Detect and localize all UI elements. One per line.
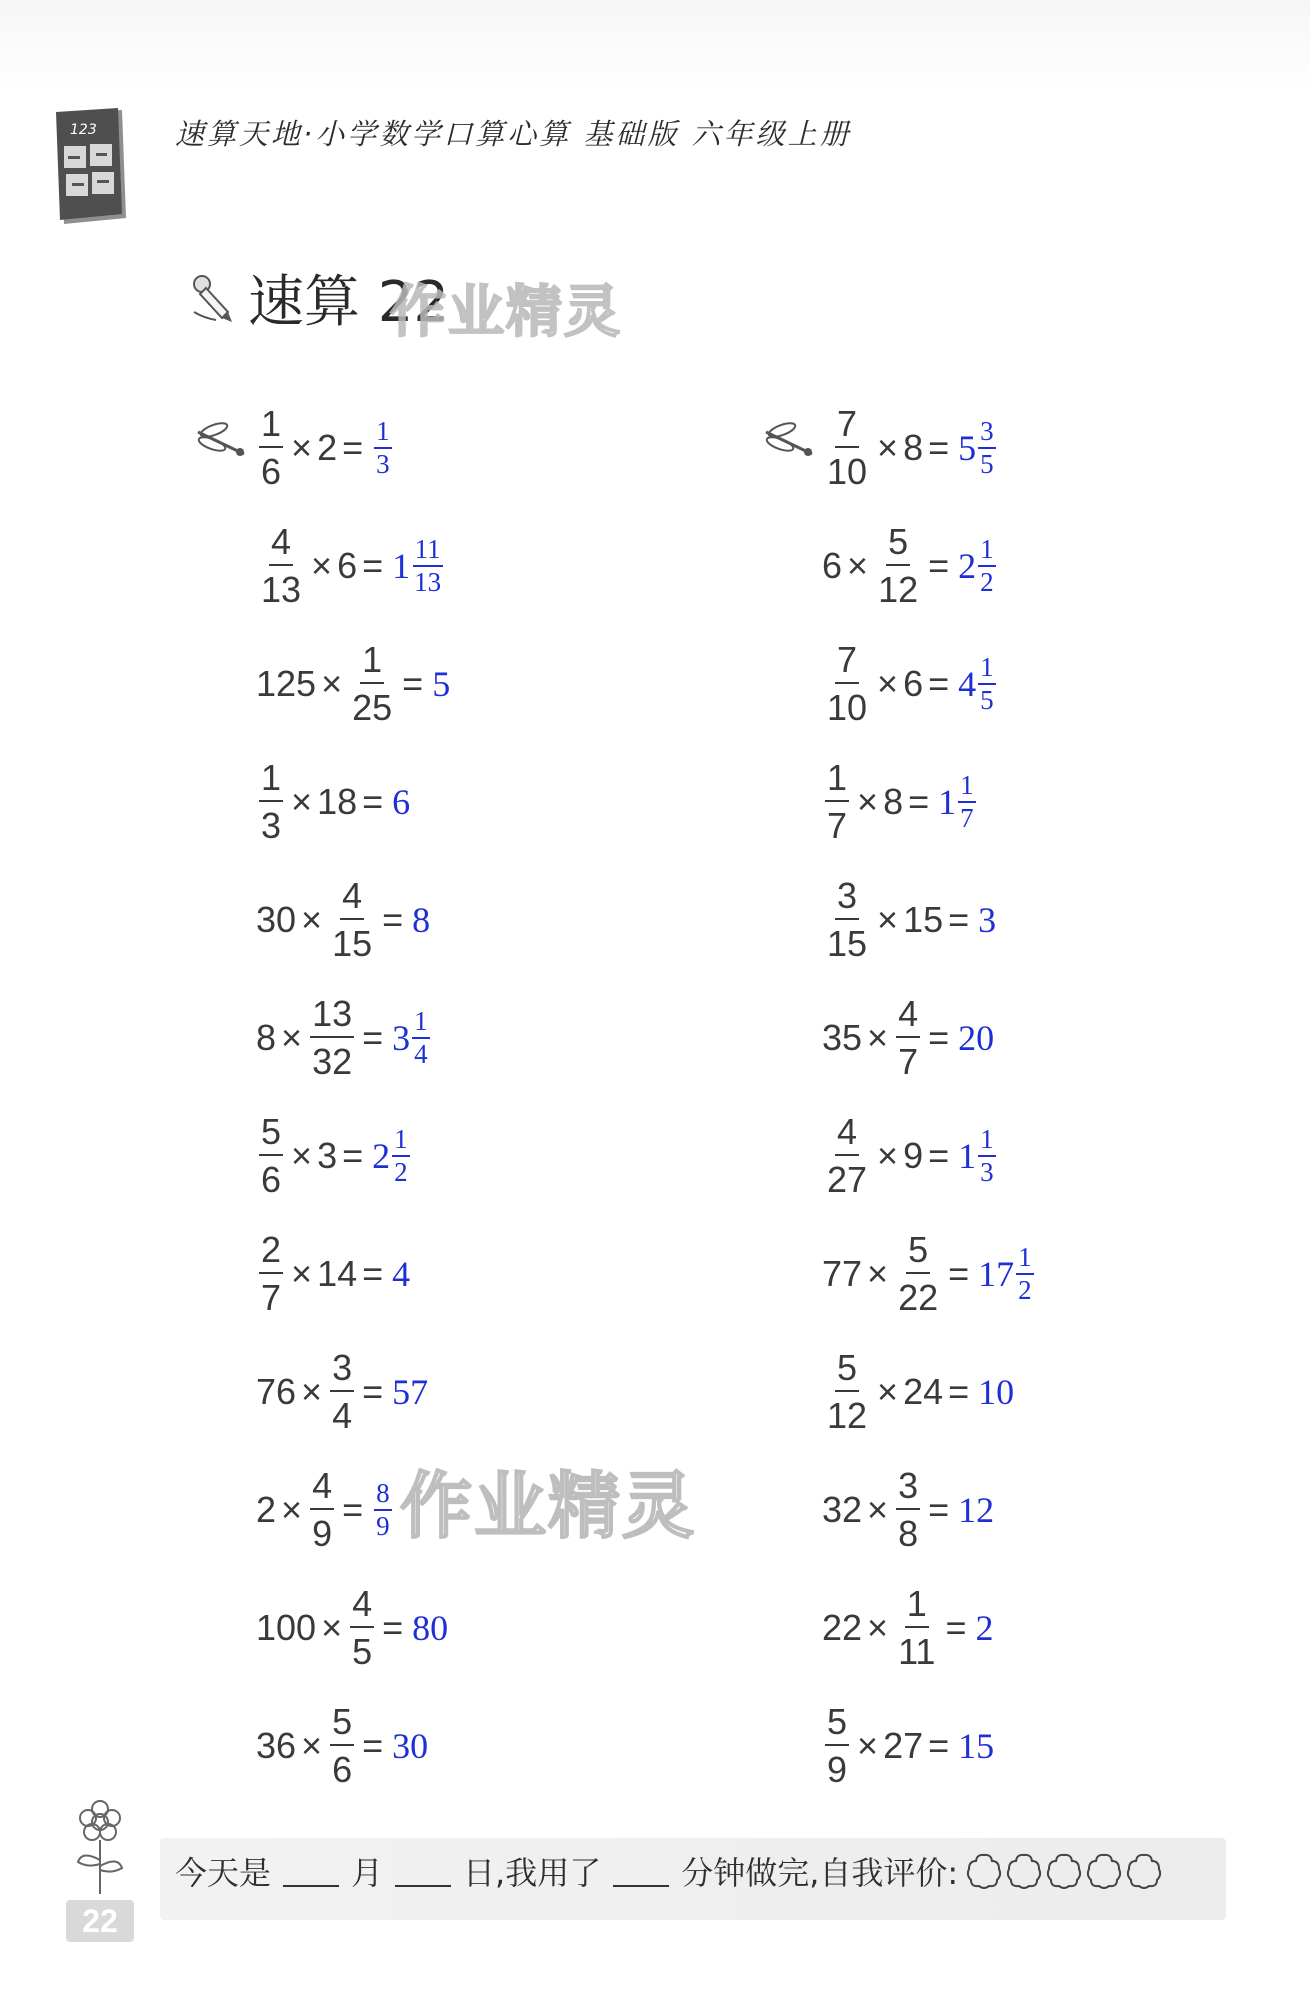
problem-row (822, 988, 994, 1088)
answer-fraction (374, 418, 392, 478)
denominator: 5 (980, 685, 994, 715)
handwritten-answer (958, 1489, 994, 1531)
times-sign: × (291, 781, 313, 822)
equals-sign: = (382, 899, 404, 940)
equals-sign: = (402, 663, 424, 704)
equals-sign: = (928, 1725, 950, 1766)
answer-fraction (412, 1008, 430, 1068)
problem-row (256, 1460, 394, 1560)
rating-flower-icon[interactable] (1004, 1851, 1044, 1891)
top-scan-strip (0, 0, 1310, 90)
numerator: 3 (978, 418, 996, 449)
operand-fraction (310, 993, 354, 1082)
page-number: 22 (66, 1900, 134, 1942)
flower-icon (68, 1800, 132, 1896)
operand-number: 30 (256, 899, 297, 940)
numerator: 4 (310, 1468, 334, 1510)
denominator: 7 (898, 1041, 919, 1082)
equals-sign: = (928, 427, 950, 468)
operand-fraction (825, 1347, 869, 1436)
numerator: 1 (905, 1586, 929, 1628)
footer-today-label: 今天是 (175, 1854, 272, 1892)
handwritten-answer (392, 1253, 410, 1295)
answer-number: 1 (392, 546, 411, 586)
answer-number: 1 (958, 1136, 977, 1176)
problem-row (256, 398, 394, 498)
handwritten-answer (975, 1607, 993, 1649)
answer-number: 17 (978, 1254, 1015, 1294)
equals-sign: = (342, 427, 364, 468)
denominator: 7 (261, 1277, 282, 1318)
numerator: 1 (1016, 1244, 1034, 1275)
answer-number: 5 (432, 664, 451, 704)
answer-fraction (958, 772, 976, 832)
times-sign: × (867, 1607, 889, 1648)
answer-number: 8 (412, 900, 431, 940)
operand-number: 22 (822, 1607, 863, 1648)
operand-fraction (259, 1111, 283, 1200)
numerator: 7 (835, 406, 859, 448)
numerator: 8 (374, 1480, 392, 1511)
answer-number: 10 (978, 1372, 1015, 1412)
handwritten-answer (938, 772, 978, 832)
operand-number: 76 (256, 1371, 297, 1412)
handwritten-answer (372, 1480, 394, 1540)
operand-fraction (330, 875, 374, 964)
equals-sign: = (342, 1489, 364, 1530)
denominator: 5 (352, 1631, 373, 1672)
pencil-icon (188, 272, 238, 324)
times-sign: × (301, 1371, 323, 1412)
operand-fraction (825, 639, 869, 728)
denominator: 9 (312, 1513, 333, 1554)
operand-fraction (825, 757, 849, 846)
times-sign: × (857, 781, 879, 822)
logo-text: 123 (70, 122, 97, 138)
denominator: 2 (980, 567, 994, 597)
dragonfly-icon (192, 420, 250, 464)
equals-sign: = (342, 1135, 364, 1176)
times-sign: × (291, 1135, 313, 1176)
operand-number: 6 (822, 545, 843, 586)
equals-sign: = (382, 1607, 404, 1648)
operand-fraction (259, 757, 283, 846)
operand-fraction (825, 1111, 869, 1200)
operand-number: 15 (903, 899, 944, 940)
denominator: 6 (261, 1159, 282, 1200)
times-sign: × (867, 1489, 889, 1530)
handwritten-answer (978, 899, 996, 941)
times-sign: × (321, 663, 343, 704)
handwritten-answer (958, 1126, 998, 1186)
problem-row (256, 1696, 428, 1796)
times-sign: × (877, 663, 899, 704)
handwritten-answer (958, 536, 998, 596)
operand-fraction (896, 993, 920, 1082)
problem-row (822, 1106, 998, 1206)
times-sign: × (877, 427, 899, 468)
problem-row (822, 1460, 994, 1560)
problem-row (822, 398, 998, 498)
operand-number: 8 (903, 427, 924, 468)
answer-number: 12 (958, 1490, 995, 1530)
denominator: 7 (827, 805, 848, 846)
equals-sign: = (928, 663, 950, 704)
numerator: 1 (374, 418, 392, 449)
operand-number: 77 (822, 1253, 863, 1294)
equals-sign: = (928, 1017, 950, 1058)
numerator: 3 (330, 1350, 354, 1392)
operand-fraction (896, 1229, 940, 1318)
answer-fraction (412, 536, 443, 596)
times-sign: × (867, 1253, 889, 1294)
times-sign: × (867, 1017, 889, 1058)
answer-fraction (374, 1480, 392, 1540)
rating-flower-icon[interactable] (1124, 1851, 1164, 1891)
numerator: 5 (886, 524, 910, 566)
denominator: 10 (827, 687, 868, 728)
times-sign: × (857, 1725, 879, 1766)
numerator: 4 (269, 524, 293, 566)
operand-number: 125 (256, 663, 317, 704)
answer-number: 4 (958, 664, 977, 704)
numerator: 1 (958, 772, 976, 803)
operand-number: 2 (317, 427, 338, 468)
operand-fraction (350, 639, 394, 728)
answer-number: 20 (958, 1018, 995, 1058)
equals-sign: = (908, 781, 930, 822)
denominator: 2 (394, 1157, 408, 1187)
footer-month-label: 月 (351, 1854, 384, 1892)
answer-number: 1 (938, 782, 957, 822)
times-sign: × (281, 1489, 303, 1530)
equals-sign: = (928, 1489, 950, 1530)
calculator-logo-icon (52, 108, 128, 226)
answer-fraction (1016, 1244, 1034, 1304)
numerator: 1 (392, 1126, 410, 1157)
operand-number: 6 (903, 663, 924, 704)
times-sign: × (877, 1135, 899, 1176)
handwritten-answer (372, 418, 394, 478)
section-title: 速算 22 (248, 270, 450, 335)
handwritten-answer (978, 1371, 1014, 1413)
denominator: 32 (312, 1041, 353, 1082)
numerator: 1 (978, 536, 996, 567)
numerator: 5 (835, 1350, 859, 1392)
handwritten-answer (392, 536, 445, 596)
operand-number: 27 (883, 1725, 924, 1766)
denominator: 4 (414, 1039, 428, 1069)
month-blank[interactable] (283, 1855, 339, 1887)
equals-sign: = (948, 1371, 970, 1412)
operand-number: 9 (903, 1135, 924, 1176)
equals-sign: = (362, 545, 384, 586)
problem-row (256, 988, 432, 1088)
denominator: 9 (827, 1749, 848, 1790)
watermark-middle: 作业精灵 (400, 1464, 697, 1548)
problem-row (256, 634, 450, 734)
numerator: 5 (906, 1232, 930, 1274)
problem-row (822, 1578, 993, 1678)
equals-sign: = (928, 545, 950, 586)
numerator: 4 (340, 878, 364, 920)
times-sign: × (311, 545, 333, 586)
answer-fraction (978, 1126, 996, 1186)
denominator: 22 (898, 1277, 939, 1318)
operand-fraction (825, 875, 869, 964)
numerator: 1 (978, 654, 996, 685)
numerator: 5 (330, 1704, 354, 1746)
book-title: 速算天地·小学数学口算心算 基础版 六年级上册 (175, 117, 852, 151)
denominator: 15 (332, 923, 373, 964)
answer-fraction (978, 654, 996, 714)
denominator: 6 (261, 451, 282, 492)
equals-sign: = (362, 781, 384, 822)
handwritten-answer (958, 1017, 994, 1059)
answer-number: 6 (392, 782, 411, 822)
operand-fraction (259, 521, 303, 610)
answer-number: 4 (392, 1254, 411, 1294)
times-sign: × (301, 899, 323, 940)
operand-fraction (310, 1465, 334, 1554)
dragonfly-icon (760, 420, 818, 464)
operand-fraction (825, 403, 869, 492)
answer-number: 3 (392, 1018, 411, 1058)
operand-fraction (330, 1347, 354, 1436)
numerator: 3 (835, 878, 859, 920)
denominator: 3 (980, 1157, 994, 1187)
handwritten-answer (392, 1371, 428, 1413)
answer-number: 2 (372, 1136, 391, 1176)
times-sign: × (281, 1017, 303, 1058)
operand-fraction (825, 1701, 849, 1790)
operand-number: 3 (317, 1135, 338, 1176)
denominator: 5 (980, 449, 994, 479)
self-evaluation-row (175, 1848, 1164, 1894)
answer-number: 30 (392, 1726, 429, 1766)
handwritten-answer (432, 663, 450, 705)
problem-row (256, 1224, 410, 1324)
equals-sign: = (362, 1253, 384, 1294)
times-sign: × (321, 1607, 343, 1648)
numerator: 1 (412, 1008, 430, 1039)
numerator: 5 (259, 1114, 283, 1156)
answer-number: 80 (412, 1608, 449, 1648)
handwritten-answer (412, 899, 430, 941)
operand-number: 6 (337, 545, 358, 586)
times-sign: × (877, 1371, 899, 1412)
footer-minutes-label: 分钟做完,自我评价: (681, 1854, 959, 1892)
denominator: 11 (898, 1631, 936, 1672)
denominator: 12 (827, 1395, 868, 1436)
problem-row (256, 1342, 428, 1442)
operand-number: 100 (256, 1607, 317, 1648)
problem-row (256, 870, 430, 970)
denominator: 15 (827, 923, 868, 964)
numerator: 1 (978, 1126, 996, 1157)
problem-row (822, 1224, 1036, 1324)
times-sign: × (301, 1725, 323, 1766)
problem-row (822, 752, 978, 852)
numerator: 2 (259, 1232, 283, 1274)
rating-flower-icon[interactable] (1084, 1851, 1124, 1891)
problem-row (256, 752, 410, 852)
numerator: 7 (835, 642, 859, 684)
denominator: 27 (827, 1159, 868, 1200)
times-sign: × (847, 545, 869, 586)
denominator: 9 (376, 1511, 390, 1541)
times-sign: × (877, 899, 899, 940)
handwritten-answer (392, 1008, 432, 1068)
equals-sign: = (948, 899, 970, 940)
numerator: 1 (360, 642, 384, 684)
watermark-top: 作业精灵 (390, 280, 622, 345)
day-blank[interactable] (395, 1855, 451, 1887)
problem-row (822, 1342, 1014, 1442)
operand-fraction (896, 1583, 937, 1672)
denominator: 2 (1018, 1275, 1032, 1305)
denominator: 13 (261, 569, 302, 610)
answer-number: 57 (392, 1372, 429, 1412)
handwritten-answer (372, 1126, 412, 1186)
handwritten-answer (958, 1725, 994, 1767)
times-sign: × (291, 1253, 313, 1294)
numerator: 5 (825, 1704, 849, 1746)
problem-row (822, 1696, 994, 1796)
denominator: 3 (261, 805, 282, 846)
operand-fraction (259, 403, 283, 492)
answer-number: 2 (958, 546, 977, 586)
numerator: 11 (413, 536, 443, 567)
denominator: 25 (352, 687, 393, 728)
answer-fraction (978, 536, 996, 596)
problem-row (256, 516, 445, 616)
operand-number: 36 (256, 1725, 297, 1766)
handwritten-answer (412, 1607, 448, 1649)
rating-flower-icon[interactable] (1044, 1851, 1084, 1891)
equals-sign: = (948, 1253, 970, 1294)
operand-fraction (876, 521, 920, 610)
operand-number: 8 (256, 1017, 277, 1058)
operand-number: 32 (822, 1489, 863, 1530)
handwritten-answer (958, 418, 998, 478)
numerator: 1 (825, 760, 849, 802)
answer-number: 3 (978, 900, 997, 940)
denominator: 7 (960, 803, 974, 833)
answer-fraction (978, 418, 996, 478)
numerator: 1 (259, 406, 283, 448)
denominator: 13 (414, 567, 442, 597)
numerator: 1 (259, 760, 283, 802)
numerator: 4 (896, 996, 920, 1038)
handwritten-answer (392, 781, 410, 823)
denominator: 6 (332, 1749, 353, 1790)
handwritten-answer (392, 1725, 428, 1767)
equals-sign: = (945, 1607, 967, 1648)
problem-row (256, 1106, 412, 1206)
operand-number: 8 (883, 781, 904, 822)
operand-fraction (259, 1229, 283, 1318)
answer-number: 5 (958, 428, 977, 468)
problem-row (822, 870, 996, 970)
operand-number: 24 (903, 1371, 944, 1412)
operand-number: 18 (317, 781, 358, 822)
denominator: 8 (898, 1513, 919, 1554)
handwritten-answer (958, 654, 998, 714)
denominator: 3 (376, 449, 390, 479)
equals-sign: = (928, 1135, 950, 1176)
numerator: 13 (310, 996, 354, 1038)
problem-row (822, 516, 998, 616)
operand-number: 2 (256, 1489, 277, 1530)
handwritten-answer (978, 1244, 1036, 1304)
operand-fraction (896, 1465, 920, 1554)
denominator: 4 (332, 1395, 353, 1436)
denominator: 12 (878, 569, 919, 610)
operand-fraction (330, 1701, 354, 1790)
equals-sign: = (362, 1725, 384, 1766)
problem-row (822, 634, 998, 734)
numerator: 4 (350, 1586, 374, 1628)
operand-fraction (350, 1583, 374, 1672)
rating-flowers (964, 1851, 1164, 1891)
answer-number: 15 (958, 1726, 995, 1766)
rating-flower-icon[interactable] (964, 1851, 1004, 1891)
problem-row (256, 1578, 448, 1678)
operand-number: 14 (317, 1253, 358, 1294)
times-sign: × (291, 427, 313, 468)
answer-fraction (392, 1126, 410, 1186)
answer-number: 2 (975, 1608, 994, 1648)
equals-sign: = (362, 1371, 384, 1412)
numerator: 3 (896, 1468, 920, 1510)
operand-number: 35 (822, 1017, 863, 1058)
numerator: 4 (835, 1114, 859, 1156)
denominator: 10 (827, 451, 868, 492)
footer-day-label: 日,我用了 (463, 1854, 602, 1892)
minutes-blank[interactable] (613, 1855, 669, 1887)
equals-sign: = (362, 1017, 384, 1058)
